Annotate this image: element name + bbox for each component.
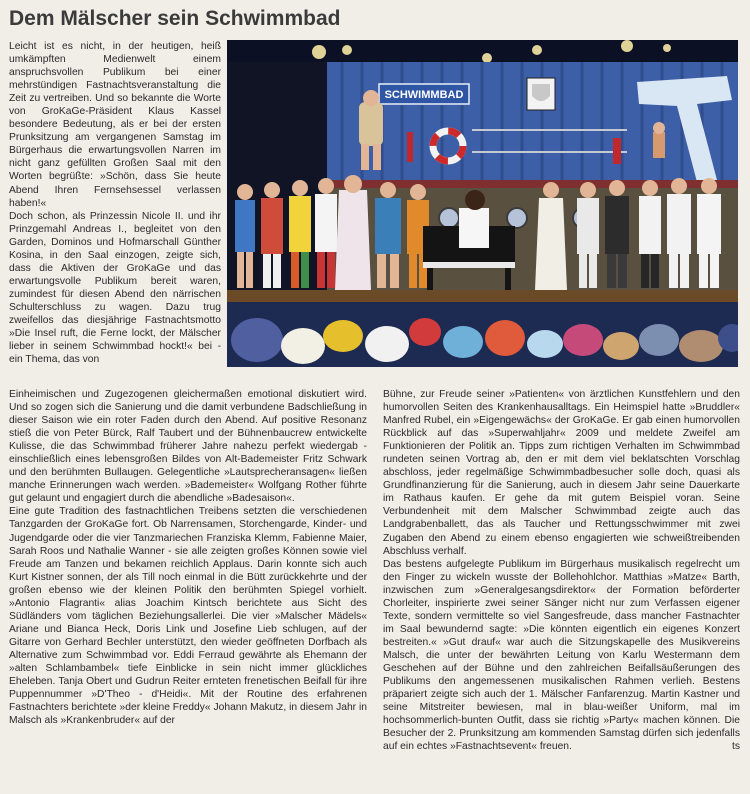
paragraph — [383, 558, 740, 754]
intro-column — [9, 40, 221, 385]
stage-photo — [227, 40, 738, 367]
paragraph-text: Das bestens aufgelegte Publikum im Bürgerhaus musikalisch regelrecht um den Finger zu wickeln wusste der Bollehohlchor. Matthias »Matze« Barth, inzwischen zum »Generalgesangsdirektor« der Formation beförderter Chorleiter, inspirierte zwei seiner Sänger nicht nur zum Verfassen eigener Texte, sondern vermittelte so viel Sangesfreude, dass mancher Fastnachter im Saal bewundernd sagte: »Die könnten eigentlich ein eigenes Konzert bestreiten.« »Gut drauf« war auch die Sitzungskapelle des Musikvereins Malsch, die unter der bewährten Leitung von Karlu Westermann dem Geschehen auf der Bühne und den zahlreichen Beifallsäußerungen des Publikums den angemessenen musikalischen Rahmen verlieh. Bestens präpariert zeigte sich auch der 1. Mälscher Fanfarenzug. Martin Kastner und seine Mitstreiter bewiesen, mal in blau-weißer Uniform, mal im hochsommerlich-bunten Outfit, dass sie richtig »Party« machen können. Die Besucher der 2. Prunksitzung am kommenden Samstag dürfen sich jedenfalls auf ein echtes »Fastnachtsevent« freuen. — [383, 558, 740, 753]
schwimmbad-sign: SCHWIMMBAD — [384, 89, 464, 101]
left-column — [9, 388, 367, 788]
right-column — [383, 388, 740, 788]
paragraph: Einheimischen und Zugezogenen gleichermaßen emotional diskutiert wird. Und so zogen sich die Sanierung und die damit verbundene Badschließung in dieser Saison wie ein roter Faden durch den Abend. Auf positive Resonanz stieß die von Peter Bürck, Ralf Taubert und der Bühnenbaucrew entwickelte Kulisse, die das Schwimmbad früherer Jahre nahezu perfekt wiedergab - einschließlich eines lebensgroßen Bildes von Alt-Bademeister Fritz Schwark und den berühmten Bullaugen. Gelegentliche »Lautsprecheransagen« ließen manche Erinnerungen wach werden. »Bademeister« Wolfgang Rother führte gut gelaunt und engagiert durch die abendliche »Badesaison«. — [9, 389, 367, 505]
author-initials: ts — [731, 741, 740, 753]
paragraph: Bühne, zur Freude seiner »Patienten« von ärztlichen Kunstfehlern und den humorvollen Seiten des Krankenhausalltags. Ein Heimspiel hatte »Bruddler« Manfred Rubel, ein »Eigengewächs« der GroKaGe. Er gab einen humorvollen Rückblick auf das »Superwahljahr« 2009 und meldete Zweifel am Funktionieren der Politik an. Tipps zum richtigen Verhalten im Schwimmbad rundeten seinen Vortrag ab, den er mit dem viel beklatschten Vorschlag abschloss, jeder regelmäßige Schwimmbadbesucher solle doch, quasi als Grundfinanzierung für die Sanierung, auch in diesem Jahr seine Dauerkarte im Rathaus kaufen. Er gehe da mit gutem Beispiel voran. Seine Verbundenheit mit dem Malscher Schwimmbad zeigte auch das Landgrabenballett, das als Taucher und Rettungsschwimmer mit zwei Zugaben den Abend zu einem ebenso engagierten wie schweißtreibenden Abschluss verhalf. — [383, 389, 740, 557]
paragraph: Leicht ist es nicht, in der heutigen, heiß umkämpften Medienwelt einem anspruchsvollen Publikum bei einer mehrstündigen Fastnachtsveranstaltung die Zeit zu vertreiben. Und so bekannte die Worte von GroKaGe-Präsident Klaus Kassel besondere Bedeutung, als er bei der ersten Prunksitzung am vergangenen Samstag im Bürgerhaus die erwartungsvollen Narren im nicht ganz gefüllten Großen Saal mit den Worten begrüßte: »Schön, dass Sie heute Abend Ihren Fernsehsessel verlassen haben!« — [9, 41, 221, 209]
headline: Dem Mälscher sein Schwimmbad — [9, 7, 341, 30]
paragraph: Doch schon, als Prinzessin Nicole II. und ihr Prinzgemahl Andreas I., begleitet von den Garden, Dominos und Hofmarschall Günther Kosina, in den Saal einzogen, zeigte sich, dass die Aktiven der GroKaGe und das erwartungsvolle Publikum bereit waren, zumindest für diesen Abend den närrischen Schulterschluss zu wagen. Dazu trug zweifellos das diesjährige Fastnachtsmotto »Die Insel ruft, die Ferne lockt, der Mälscher lieber in seinem Schwimmbad hockt!« bei - ein Thema, das von — [9, 210, 221, 366]
paragraph: Eine gute Tradition des fastnachtlichen Treibens setzten die verschiedenen Tanzgarden der GroKaGe fort. Ob Narrensamen, Storchengarde, Kinder- und Jugendgarde oder die vier Tanzmariechen Franziska Klemm, Fabienne Maier, Sarah Roos und Nathalie Wanner - sie alle zeigten großes Können sowie viel Freude am Tanzen und bekamen reichlich Applaus. Darin konnte sich auch Kurt Kistner sonnen, der als Till noch einmal in die Bütt zurückkehrte und der großen ebenso wie der kleinen Politik den berühmten Spiegel vorhielt. »Antonio Flagranti« alias Joachim Kintsch berichtete aus Sicht des Südländers vom täglichen Beziehungsallerlei. Die vier »Malscher Mädels« Ariane und Bianca Heck, Doris Link und Josefine Lieb schlugen, auf der Gitarre von Gerhard Bechler unterstützt, den wieder geöffneten Dorfbach als Alternative zum Schwimmbad vor. Eddi Ferraud gewährte als Ehemann der »alten Schlambambel« tiefe Einblicke in sein nicht immer glückliches Eheleben. Tanja Obert und Gudrun Reiter ernteten frenetischen Beifall für ihre Puppennummer »D'Theo - d'Heidi«. Mit der Routine des erfahrenen Fastnachters berichtete »der kleine Freddy« Johann Makutz, in diesem Jahr in Malsch als »Krankenbruder« auf der — [9, 506, 367, 727]
